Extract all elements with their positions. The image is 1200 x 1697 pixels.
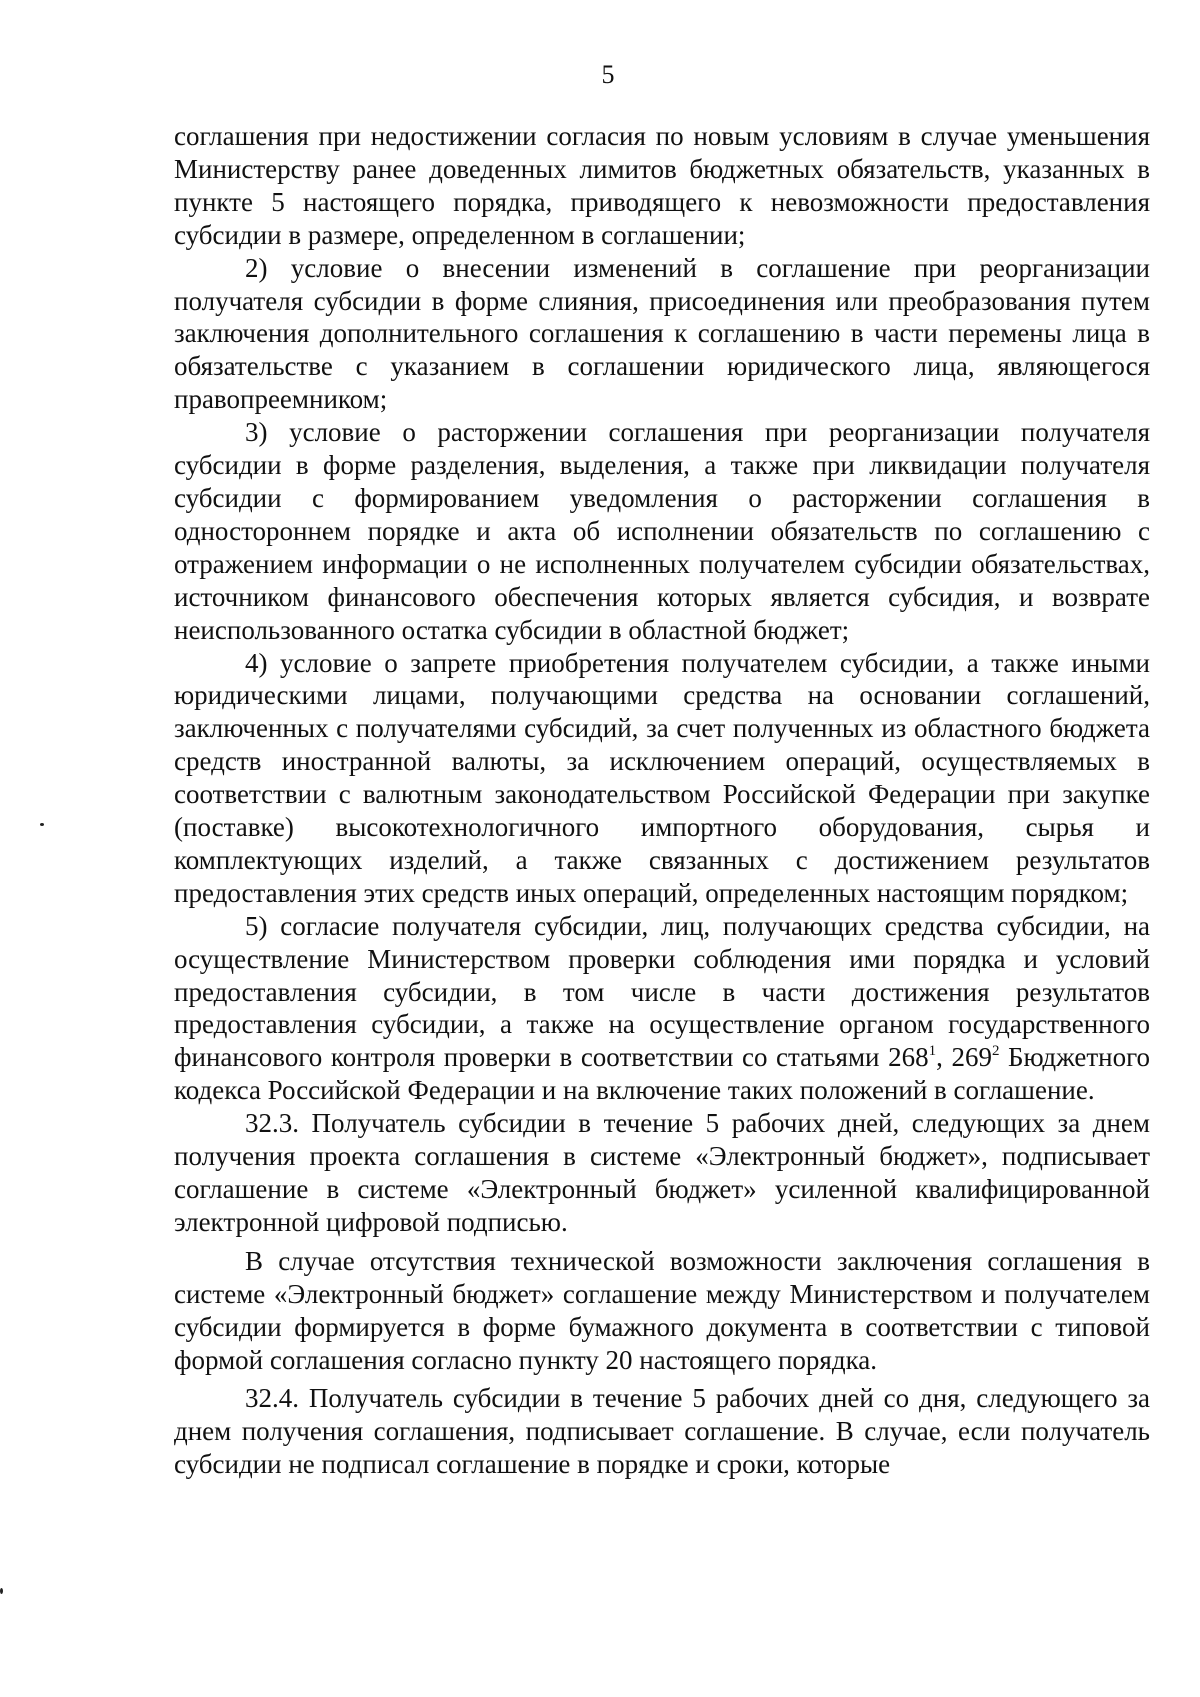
item-5-text-end: Бюджетного кодекса Российской Федерации и на включение таких положений в соглашение. xyxy=(174,1042,1150,1106)
article-separator: , xyxy=(936,1042,952,1073)
scan-speck-bottom xyxy=(0,1588,3,1594)
document-body xyxy=(174,120,1150,1481)
paragraph-item-3: 3) условие о расторжении соглашения при реорганизации получателя субсидии в форме разделения, выделения, а также при ликвидации получателя субсидии с формированием уведомления о расторжении соглашения в одностороннем порядке и акта об исполнении обязательств по соглашению с отражением информации о не исполненных получателем субсидии обязательствах, источником финансового обеспечения которых является субсидия, и возврате неиспользованного остатка субсидии в областной бюджет; xyxy=(174,417,1150,645)
paragraph-continuation: соглашения при недостижении согласия по новым условиям в случае уменьшения Министерству ранее доведенных лимитов бюджетных обязательств, указанных в пункте 5 настоящего порядка, приводящего к невозможности предоставления субсидии в размере, определенном в соглашении; xyxy=(174,121,1150,250)
paragraph-electronic-budget-fallback: В случае отсутствия технической возможности заключения соглашения в системе «Электронный бюджет» соглашение между Министерством и получателем субсидии формируется в форме бумажного документа в соответствии с типовой формой соглашения согласно пункту 20 настоящего порядка. xyxy=(174,1245,1150,1375)
paragraph-item-4: 4) условие о запрете приобретения получателем субсидии, а также иными юридическими лицами, получающими средства на основании соглашений, заключенных с получателями субсидий, за счет полученных из областного бюджета средств иностранной валюты, за исключением операций, осуществляемых в соответствии с валютным законодательством Российской Федерации при закупке (поставке) высокотехнологичного импортного оборудования, сырья и комплектующих изделий, а также связанных с достижением результатов предоставления этих средств иных операций, определенных настоящим порядком; xyxy=(174,647,1150,908)
article-269-superscript: 2 xyxy=(991,1043,1000,1060)
paragraph-item-5 xyxy=(174,910,1150,1107)
scan-speck xyxy=(40,823,44,826)
article-269: 269 xyxy=(951,1042,992,1073)
article-268: 268 xyxy=(888,1042,929,1073)
article-268-superscript: 1 xyxy=(928,1043,937,1060)
paragraph-32-3: 32.3. Получатель субсидии в течение 5 рабочих дней, следующих за днем получения проекта соглашения в системе «Электронный бюджет», подписывает соглашение в системе «Электронный бюджет» усиленной квалифицированной электронной цифровой подписью. xyxy=(174,1108,1150,1237)
paragraph-item-2: 2) условие о внесении изменений в соглашение при реорганизации получателя субсидии в форме слияния, присоединения или преобразования путем заключения дополнительного соглашения к соглашению в части перемены лица в обязательстве с указанием в соглашении юридического лица, являющегося правопреемником; xyxy=(174,252,1150,415)
item-5-text-start: 5) согласие получателя субсидии, лиц, получающих средства субсидии, на осуществление Министерством проверки соблюдения ими порядка и условий предоставления субсидии, в том числе в части достижения результатов предоставления субсидии, а также на осуществление органом государственного финансового контроля проверки в соответствии со статьями xyxy=(174,910,1150,1073)
paragraph-32-4: 32.4. Получатель субсидии в течение 5 рабочих дней со дня, следующего за днем получения соглашения, подписывает соглашение. В случае, если получатель субсидии не подписал соглашение в порядке и сроки, которые xyxy=(174,1383,1150,1480)
page-number: 5 xyxy=(601,60,615,89)
